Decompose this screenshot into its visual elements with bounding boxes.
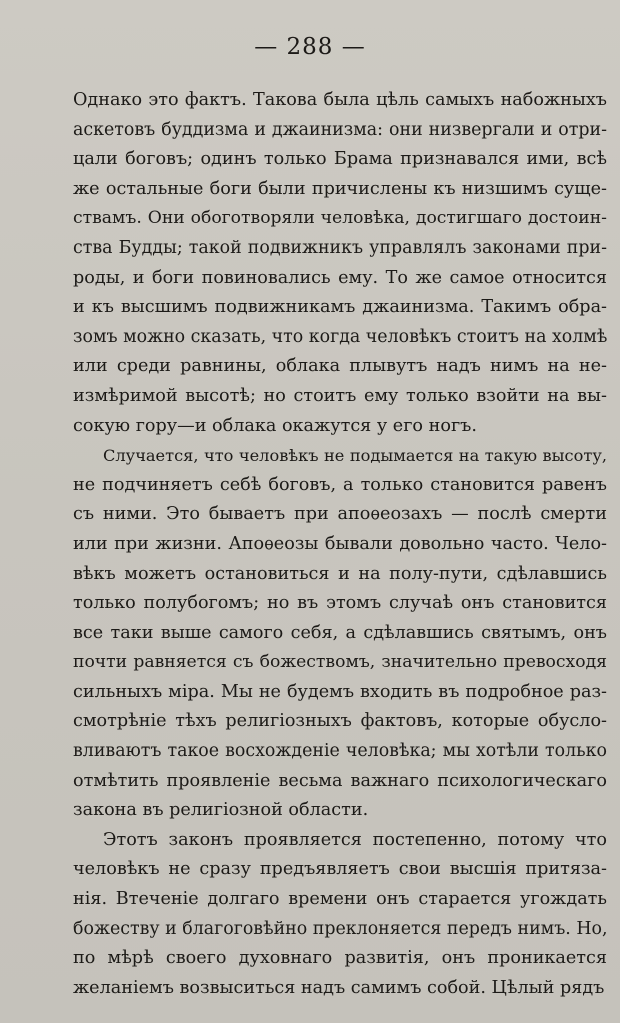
text-line: съ ними. Это бываетъ при апоѳеозахъ — послѣ смерти	[73, 504, 607, 525]
text-line: или среди равнины, облака плывутъ надъ нимъ на не-	[73, 356, 607, 377]
text-line: желаніемъ возвыситься надъ самимъ собой. Цѣлый рядъ	[73, 977, 605, 998]
body-text	[73, 86, 607, 1003]
text-line: сокую гору—и облака окажутся у его ногъ.	[73, 415, 477, 436]
page-number: — 288 —	[254, 34, 366, 60]
text-line: человѣкъ не сразу предъявляетъ свои высшія притяза-	[73, 859, 607, 880]
text-line: только полубогомъ; но въ этомъ случаѣ онъ становится	[73, 593, 607, 614]
text-line: зомъ можно сказать, что когда человѣкъ стоитъ на холмѣ	[73, 326, 607, 347]
text-line: сильныхъ міра. Мы не будемъ входить въ подробное раз-	[73, 681, 607, 702]
text-line: или при жизни. Апоѳеозы бывали довольно часто. Чело-	[73, 533, 607, 554]
text-line: Этотъ законъ проявляется постепенно, потому что	[103, 829, 607, 850]
paragraph	[73, 441, 607, 826]
text-line: не подчиняетъ себѣ боговъ, а только становится равенъ	[73, 474, 607, 495]
paragraph	[73, 86, 607, 441]
text-line: ствамъ. Они обоготворяли человѣка, достигшаго достоин-	[73, 208, 607, 229]
text-line: все таки выше самого себя, а сдѣлавшись святымъ, онъ	[73, 622, 607, 643]
text-line: вѣкъ можетъ остановиться и на полу-пути, сдѣлавшись	[73, 563, 607, 584]
text-line: почти равняется съ божествомъ, значительно превосходя	[73, 652, 607, 673]
paragraph	[73, 826, 607, 1004]
text-line: смотрѣніе тѣхъ религіозныхъ фактовъ, которые обусло-	[73, 711, 607, 732]
text-line: аскетовъ буддизма и джаинизма: они низвергали и отри-	[73, 119, 607, 140]
text-line: цали боговъ; одинъ только Брама признавался ими, всѣ	[73, 149, 607, 170]
text-line: по мѣрѣ своего духовнаго развитія, онъ проникается	[73, 948, 607, 969]
text-line: отмѣтить проявленіе весьма важнаго психологическаго	[73, 770, 607, 791]
text-line: Случается, что человѣкъ не подымается на такую высоту,	[103, 446, 607, 466]
text-line: измѣримой высотѣ; но стоитъ ему только взойти на вы-	[73, 385, 607, 406]
text-line: вливаютъ такое восхожденіе человѣка; мы хотѣли только	[73, 741, 607, 762]
text-line: роды, и боги повиновались ему. То же самое относится	[73, 267, 607, 288]
text-line: божеству и благоговѣйно преклоняется передъ нимъ. Но,	[73, 918, 607, 939]
text-line: ства Будды; такой подвижникъ управлялъ законами при-	[73, 237, 607, 258]
text-line: Однако это фактъ. Такова была цѣль самыхъ набожныхъ	[73, 90, 607, 110]
text-line: же остальные боги были причислены къ низшимъ суще-	[73, 178, 607, 199]
text-line: и къ высшимъ подвижникамъ джаинизма. Такимъ обра-	[73, 297, 607, 318]
text-line: закона въ религіозной области.	[73, 800, 369, 821]
text-line: нія. Втеченіе долгаго времени онъ старается угождать	[73, 889, 607, 910]
